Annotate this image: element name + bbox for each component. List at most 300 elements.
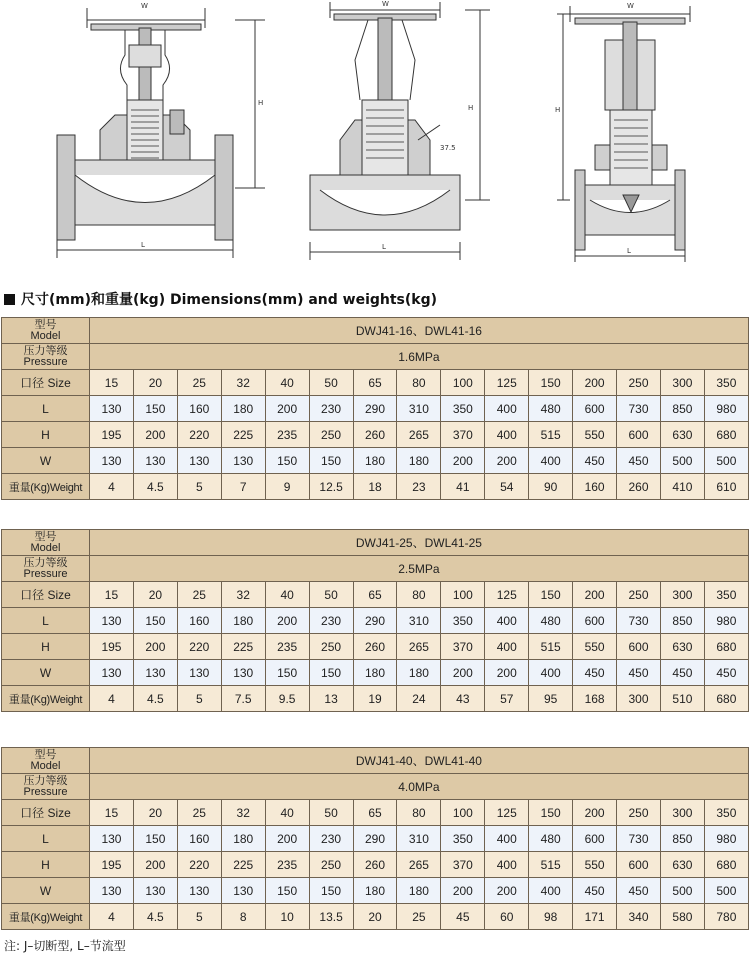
pressure-label-cn: 压力等级 bbox=[23, 344, 68, 357]
weight-cell: 45 bbox=[441, 904, 485, 930]
size-cell: 250 bbox=[617, 582, 661, 608]
model-value: DWJ41-16、DWL41-16 bbox=[90, 318, 749, 344]
size-cell: 32 bbox=[221, 370, 265, 396]
dim-h-label: H bbox=[468, 104, 474, 112]
size-cell: 100 bbox=[441, 582, 485, 608]
width-cell: 200 bbox=[485, 878, 529, 904]
weight-cell: 13 bbox=[309, 686, 353, 712]
width-cell: 200 bbox=[485, 448, 529, 474]
length-cell: 290 bbox=[353, 608, 397, 634]
weight-cell: 510 bbox=[660, 686, 704, 712]
weight-cell: 4.5 bbox=[133, 474, 177, 500]
weight-cell: 12.5 bbox=[309, 474, 353, 500]
length-cell: 130 bbox=[90, 826, 134, 852]
height-cell: 630 bbox=[660, 422, 704, 448]
length-cell: 400 bbox=[485, 826, 529, 852]
weight-cell: 90 bbox=[529, 474, 573, 500]
size-cell: 350 bbox=[704, 800, 748, 826]
size-row bbox=[2, 800, 749, 826]
model-label-cn: 型号 bbox=[34, 318, 57, 331]
length-cell: 290 bbox=[353, 396, 397, 422]
weight-cell: 300 bbox=[617, 686, 661, 712]
length-cell: 310 bbox=[397, 826, 441, 852]
width-cell: 150 bbox=[265, 448, 309, 474]
length-cell: 980 bbox=[704, 396, 748, 422]
size-cell: 150 bbox=[529, 370, 573, 396]
length-cell: 150 bbox=[133, 826, 177, 852]
height-cell: 515 bbox=[529, 852, 573, 878]
size-cell: 80 bbox=[397, 370, 441, 396]
length-cell: 130 bbox=[90, 396, 134, 422]
width-label: W bbox=[2, 660, 90, 686]
length-cell: 180 bbox=[221, 396, 265, 422]
height-label: H bbox=[2, 852, 90, 878]
height-cell: 400 bbox=[485, 634, 529, 660]
size-cell: 100 bbox=[441, 370, 485, 396]
width-cell: 130 bbox=[133, 878, 177, 904]
size-cell: 25 bbox=[177, 800, 221, 826]
length-cell: 730 bbox=[617, 608, 661, 634]
height-cell: 250 bbox=[309, 422, 353, 448]
height-row bbox=[2, 634, 749, 660]
width-cell: 500 bbox=[704, 878, 748, 904]
height-cell: 550 bbox=[573, 422, 617, 448]
size-cell: 50 bbox=[309, 582, 353, 608]
size-cell: 32 bbox=[221, 582, 265, 608]
length-cell: 160 bbox=[177, 608, 221, 634]
valve-drawing-2 bbox=[300, 0, 500, 265]
width-row bbox=[2, 660, 749, 686]
length-cell: 850 bbox=[660, 826, 704, 852]
weight-cell: 780 bbox=[704, 904, 748, 930]
size-cell: 65 bbox=[353, 800, 397, 826]
size-cell: 40 bbox=[265, 582, 309, 608]
height-cell: 515 bbox=[529, 634, 573, 660]
length-cell: 150 bbox=[133, 608, 177, 634]
size-label: 口径 Size bbox=[2, 370, 90, 396]
height-cell: 265 bbox=[397, 852, 441, 878]
valve-drawings bbox=[0, 0, 750, 270]
width-cell: 150 bbox=[309, 878, 353, 904]
model-label bbox=[2, 530, 90, 556]
width-cell: 200 bbox=[441, 448, 485, 474]
width-label: W bbox=[2, 878, 90, 904]
height-cell: 195 bbox=[90, 852, 134, 878]
weight-cell: 580 bbox=[660, 904, 704, 930]
weight-cell: 23 bbox=[397, 474, 441, 500]
width-cell: 150 bbox=[265, 878, 309, 904]
length-cell: 160 bbox=[177, 396, 221, 422]
length-label: L bbox=[2, 826, 90, 852]
pressure-label bbox=[2, 774, 90, 800]
length-cell: 230 bbox=[309, 396, 353, 422]
model-label-cn: 型号 bbox=[34, 748, 57, 761]
height-cell: 680 bbox=[704, 422, 748, 448]
square-bullet-icon bbox=[4, 294, 15, 305]
model-row bbox=[2, 530, 749, 556]
height-cell: 235 bbox=[265, 422, 309, 448]
width-cell: 450 bbox=[573, 448, 617, 474]
height-cell: 195 bbox=[90, 634, 134, 660]
width-cell: 130 bbox=[90, 878, 134, 904]
length-cell: 200 bbox=[265, 396, 309, 422]
height-cell: 550 bbox=[573, 852, 617, 878]
size-cell: 80 bbox=[397, 800, 441, 826]
size-cell: 15 bbox=[90, 370, 134, 396]
size-cell: 50 bbox=[309, 800, 353, 826]
spec-table bbox=[1, 747, 749, 930]
height-cell: 265 bbox=[397, 422, 441, 448]
size-cell: 200 bbox=[573, 370, 617, 396]
weight-cell: 10 bbox=[265, 904, 309, 930]
size-cell: 50 bbox=[309, 370, 353, 396]
weight-row bbox=[2, 904, 749, 930]
height-cell: 200 bbox=[133, 852, 177, 878]
width-cell: 130 bbox=[133, 660, 177, 686]
length-cell: 730 bbox=[617, 396, 661, 422]
height-cell: 400 bbox=[485, 852, 529, 878]
width-cell: 150 bbox=[309, 660, 353, 686]
height-row bbox=[2, 852, 749, 878]
width-cell: 130 bbox=[221, 878, 265, 904]
length-row bbox=[2, 396, 749, 422]
size-cell: 125 bbox=[485, 582, 529, 608]
length-cell: 180 bbox=[221, 826, 265, 852]
length-cell: 230 bbox=[309, 826, 353, 852]
size-cell: 350 bbox=[704, 582, 748, 608]
width-cell: 130 bbox=[221, 448, 265, 474]
height-cell: 550 bbox=[573, 634, 617, 660]
height-cell: 630 bbox=[660, 634, 704, 660]
model-row bbox=[2, 748, 749, 774]
dim-w-label: W bbox=[627, 2, 634, 10]
size-cell: 15 bbox=[90, 582, 134, 608]
length-cell: 350 bbox=[441, 826, 485, 852]
weight-label: 重量(Kg)Weight bbox=[2, 474, 90, 500]
length-cell: 980 bbox=[704, 608, 748, 634]
size-cell: 200 bbox=[573, 582, 617, 608]
height-cell: 370 bbox=[441, 852, 485, 878]
size-row bbox=[2, 370, 749, 396]
size-cell: 65 bbox=[353, 582, 397, 608]
size-cell: 40 bbox=[265, 370, 309, 396]
height-cell: 630 bbox=[660, 852, 704, 878]
weight-cell: 24 bbox=[397, 686, 441, 712]
length-cell: 310 bbox=[397, 608, 441, 634]
dim-l-label: L bbox=[627, 247, 631, 255]
pressure-value: 1.6MPa bbox=[90, 344, 749, 370]
pressure-label bbox=[2, 556, 90, 582]
weight-row bbox=[2, 686, 749, 712]
footnote: 注: J–切断型, L–节流型 bbox=[4, 939, 126, 953]
size-label: 口径 Size bbox=[2, 800, 90, 826]
length-label: L bbox=[2, 396, 90, 422]
weight-cell: 57 bbox=[485, 686, 529, 712]
height-cell: 195 bbox=[90, 422, 134, 448]
size-cell: 15 bbox=[90, 800, 134, 826]
height-cell: 680 bbox=[704, 634, 748, 660]
weight-cell: 41 bbox=[441, 474, 485, 500]
width-cell: 500 bbox=[660, 878, 704, 904]
width-cell: 180 bbox=[397, 448, 441, 474]
width-cell: 150 bbox=[309, 448, 353, 474]
height-cell: 200 bbox=[133, 422, 177, 448]
size-cell: 25 bbox=[177, 582, 221, 608]
length-cell: 160 bbox=[177, 826, 221, 852]
width-cell: 200 bbox=[441, 878, 485, 904]
weight-label: 重量(Kg)Weight bbox=[2, 686, 90, 712]
length-cell: 850 bbox=[660, 608, 704, 634]
length-cell: 480 bbox=[529, 396, 573, 422]
length-cell: 600 bbox=[573, 396, 617, 422]
model-label bbox=[2, 748, 90, 774]
width-cell: 180 bbox=[397, 878, 441, 904]
height-label: H bbox=[2, 634, 90, 660]
weight-cell: 4 bbox=[90, 904, 134, 930]
weight-cell: 98 bbox=[529, 904, 573, 930]
dim-l-label: L bbox=[141, 241, 145, 249]
pressure-value: 2.5MPa bbox=[90, 556, 749, 582]
model-label-en: Model bbox=[30, 541, 61, 554]
height-cell: 370 bbox=[441, 634, 485, 660]
section-title bbox=[4, 289, 437, 309]
size-cell: 25 bbox=[177, 370, 221, 396]
pressure-value: 4.0MPa bbox=[90, 774, 749, 800]
length-cell: 730 bbox=[617, 826, 661, 852]
length-cell: 180 bbox=[221, 608, 265, 634]
spec-table bbox=[1, 529, 749, 712]
weight-row bbox=[2, 474, 749, 500]
length-cell: 230 bbox=[309, 608, 353, 634]
weight-cell: 9 bbox=[265, 474, 309, 500]
length-cell: 200 bbox=[265, 826, 309, 852]
dim-h-label: H bbox=[258, 99, 264, 107]
height-cell: 260 bbox=[353, 852, 397, 878]
width-cell: 180 bbox=[353, 878, 397, 904]
width-label: W bbox=[2, 448, 90, 474]
weight-cell: 19 bbox=[353, 686, 397, 712]
height-cell: 260 bbox=[353, 634, 397, 660]
size-cell: 20 bbox=[133, 370, 177, 396]
size-cell: 125 bbox=[485, 370, 529, 396]
width-cell: 200 bbox=[485, 660, 529, 686]
height-cell: 235 bbox=[265, 634, 309, 660]
weight-cell: 410 bbox=[660, 474, 704, 500]
width-cell: 400 bbox=[529, 878, 573, 904]
pressure-label-en: Pressure bbox=[23, 567, 68, 580]
width-cell: 180 bbox=[397, 660, 441, 686]
angle-label: 37.5 bbox=[440, 144, 456, 152]
height-cell: 225 bbox=[221, 422, 265, 448]
height-cell: 235 bbox=[265, 852, 309, 878]
pressure-label-en: Pressure bbox=[23, 355, 68, 368]
size-label: 口径 Size bbox=[2, 582, 90, 608]
height-row bbox=[2, 422, 749, 448]
weight-cell: 260 bbox=[617, 474, 661, 500]
weight-cell: 25 bbox=[397, 904, 441, 930]
length-label: L bbox=[2, 608, 90, 634]
length-row bbox=[2, 608, 749, 634]
model-row bbox=[2, 318, 749, 344]
weight-cell: 20 bbox=[353, 904, 397, 930]
height-cell: 400 bbox=[485, 422, 529, 448]
pressure-label-en: Pressure bbox=[23, 785, 68, 798]
weight-label: 重量(Kg)Weight bbox=[2, 904, 90, 930]
height-cell: 600 bbox=[617, 852, 661, 878]
height-cell: 680 bbox=[704, 852, 748, 878]
height-cell: 515 bbox=[529, 422, 573, 448]
width-row bbox=[2, 448, 749, 474]
length-cell: 200 bbox=[265, 608, 309, 634]
pressure-row bbox=[2, 774, 749, 800]
pressure-label-cn: 压力等级 bbox=[23, 556, 68, 569]
width-cell: 180 bbox=[353, 448, 397, 474]
height-cell: 600 bbox=[617, 422, 661, 448]
size-cell: 65 bbox=[353, 370, 397, 396]
pressure-label bbox=[2, 344, 90, 370]
weight-cell: 60 bbox=[485, 904, 529, 930]
weight-cell: 95 bbox=[529, 686, 573, 712]
length-cell: 600 bbox=[573, 608, 617, 634]
size-cell: 32 bbox=[221, 800, 265, 826]
length-cell: 400 bbox=[485, 396, 529, 422]
height-cell: 220 bbox=[177, 634, 221, 660]
length-cell: 350 bbox=[441, 396, 485, 422]
height-cell: 225 bbox=[221, 852, 265, 878]
width-cell: 130 bbox=[90, 448, 134, 474]
width-cell: 450 bbox=[617, 448, 661, 474]
dim-h-label: H bbox=[555, 106, 561, 114]
width-cell: 500 bbox=[660, 448, 704, 474]
length-row bbox=[2, 826, 749, 852]
size-cell: 20 bbox=[133, 582, 177, 608]
weight-cell: 54 bbox=[485, 474, 529, 500]
height-cell: 260 bbox=[353, 422, 397, 448]
weight-cell: 13.5 bbox=[309, 904, 353, 930]
length-cell: 310 bbox=[397, 396, 441, 422]
valve-drawing-1 bbox=[55, 0, 285, 265]
weight-cell: 18 bbox=[353, 474, 397, 500]
model-label-en: Model bbox=[30, 759, 61, 772]
spec-table bbox=[1, 317, 749, 500]
size-cell: 80 bbox=[397, 582, 441, 608]
height-label: H bbox=[2, 422, 90, 448]
length-cell: 480 bbox=[529, 608, 573, 634]
width-cell: 450 bbox=[617, 878, 661, 904]
size-cell: 300 bbox=[660, 800, 704, 826]
weight-cell: 8 bbox=[221, 904, 265, 930]
pressure-label-cn: 压力等级 bbox=[23, 774, 68, 787]
height-cell: 370 bbox=[441, 422, 485, 448]
width-cell: 180 bbox=[353, 660, 397, 686]
section-title-text: 尺寸(mm)和重量(kg) Dimensions(mm) and weights(kg) bbox=[21, 292, 438, 308]
size-row bbox=[2, 582, 749, 608]
valve-drawing-3 bbox=[555, 0, 735, 265]
length-cell: 850 bbox=[660, 396, 704, 422]
width-cell: 130 bbox=[133, 448, 177, 474]
size-cell: 20 bbox=[133, 800, 177, 826]
width-cell: 500 bbox=[704, 448, 748, 474]
weight-cell: 7 bbox=[221, 474, 265, 500]
weight-cell: 5 bbox=[177, 686, 221, 712]
length-cell: 480 bbox=[529, 826, 573, 852]
weight-cell: 340 bbox=[617, 904, 661, 930]
height-cell: 250 bbox=[309, 634, 353, 660]
width-cell: 450 bbox=[573, 878, 617, 904]
weight-cell: 9.5 bbox=[265, 686, 309, 712]
weight-cell: 5 bbox=[177, 904, 221, 930]
width-cell: 130 bbox=[90, 660, 134, 686]
width-cell: 400 bbox=[529, 448, 573, 474]
length-cell: 600 bbox=[573, 826, 617, 852]
width-cell: 400 bbox=[529, 660, 573, 686]
weight-cell: 680 bbox=[704, 686, 748, 712]
weight-cell: 171 bbox=[573, 904, 617, 930]
dim-l-label: L bbox=[382, 243, 386, 251]
width-cell: 200 bbox=[441, 660, 485, 686]
model-value: DWJ41-25、DWL41-25 bbox=[90, 530, 749, 556]
width-cell: 450 bbox=[617, 660, 661, 686]
length-cell: 150 bbox=[133, 396, 177, 422]
length-cell: 400 bbox=[485, 608, 529, 634]
height-cell: 265 bbox=[397, 634, 441, 660]
height-cell: 600 bbox=[617, 634, 661, 660]
width-row bbox=[2, 878, 749, 904]
weight-cell: 4 bbox=[90, 686, 134, 712]
size-cell: 150 bbox=[529, 800, 573, 826]
size-cell: 350 bbox=[704, 370, 748, 396]
size-cell: 125 bbox=[485, 800, 529, 826]
model-label-en: Model bbox=[30, 329, 61, 342]
weight-cell: 160 bbox=[573, 474, 617, 500]
weight-cell: 5 bbox=[177, 474, 221, 500]
height-cell: 225 bbox=[221, 634, 265, 660]
height-cell: 250 bbox=[309, 852, 353, 878]
weight-cell: 4.5 bbox=[133, 904, 177, 930]
pressure-row bbox=[2, 556, 749, 582]
size-cell: 100 bbox=[441, 800, 485, 826]
width-cell: 150 bbox=[265, 660, 309, 686]
length-cell: 290 bbox=[353, 826, 397, 852]
weight-cell: 4 bbox=[90, 474, 134, 500]
dim-w-label: W bbox=[141, 2, 148, 10]
model-value: DWJ41-40、DWL41-40 bbox=[90, 748, 749, 774]
weight-cell: 4.5 bbox=[133, 686, 177, 712]
width-cell: 130 bbox=[177, 448, 221, 474]
model-label bbox=[2, 318, 90, 344]
size-cell: 300 bbox=[660, 370, 704, 396]
size-cell: 200 bbox=[573, 800, 617, 826]
height-cell: 220 bbox=[177, 852, 221, 878]
length-cell: 350 bbox=[441, 608, 485, 634]
width-cell: 450 bbox=[704, 660, 748, 686]
size-cell: 150 bbox=[529, 582, 573, 608]
size-cell: 250 bbox=[617, 370, 661, 396]
height-cell: 200 bbox=[133, 634, 177, 660]
weight-cell: 43 bbox=[441, 686, 485, 712]
pressure-row bbox=[2, 344, 749, 370]
weight-cell: 610 bbox=[704, 474, 748, 500]
dim-w-label: W bbox=[382, 0, 389, 8]
width-cell: 130 bbox=[221, 660, 265, 686]
size-cell: 300 bbox=[660, 582, 704, 608]
size-cell: 250 bbox=[617, 800, 661, 826]
model-label-cn: 型号 bbox=[34, 530, 57, 543]
height-cell: 220 bbox=[177, 422, 221, 448]
length-cell: 130 bbox=[90, 608, 134, 634]
size-cell: 40 bbox=[265, 800, 309, 826]
width-cell: 130 bbox=[177, 660, 221, 686]
